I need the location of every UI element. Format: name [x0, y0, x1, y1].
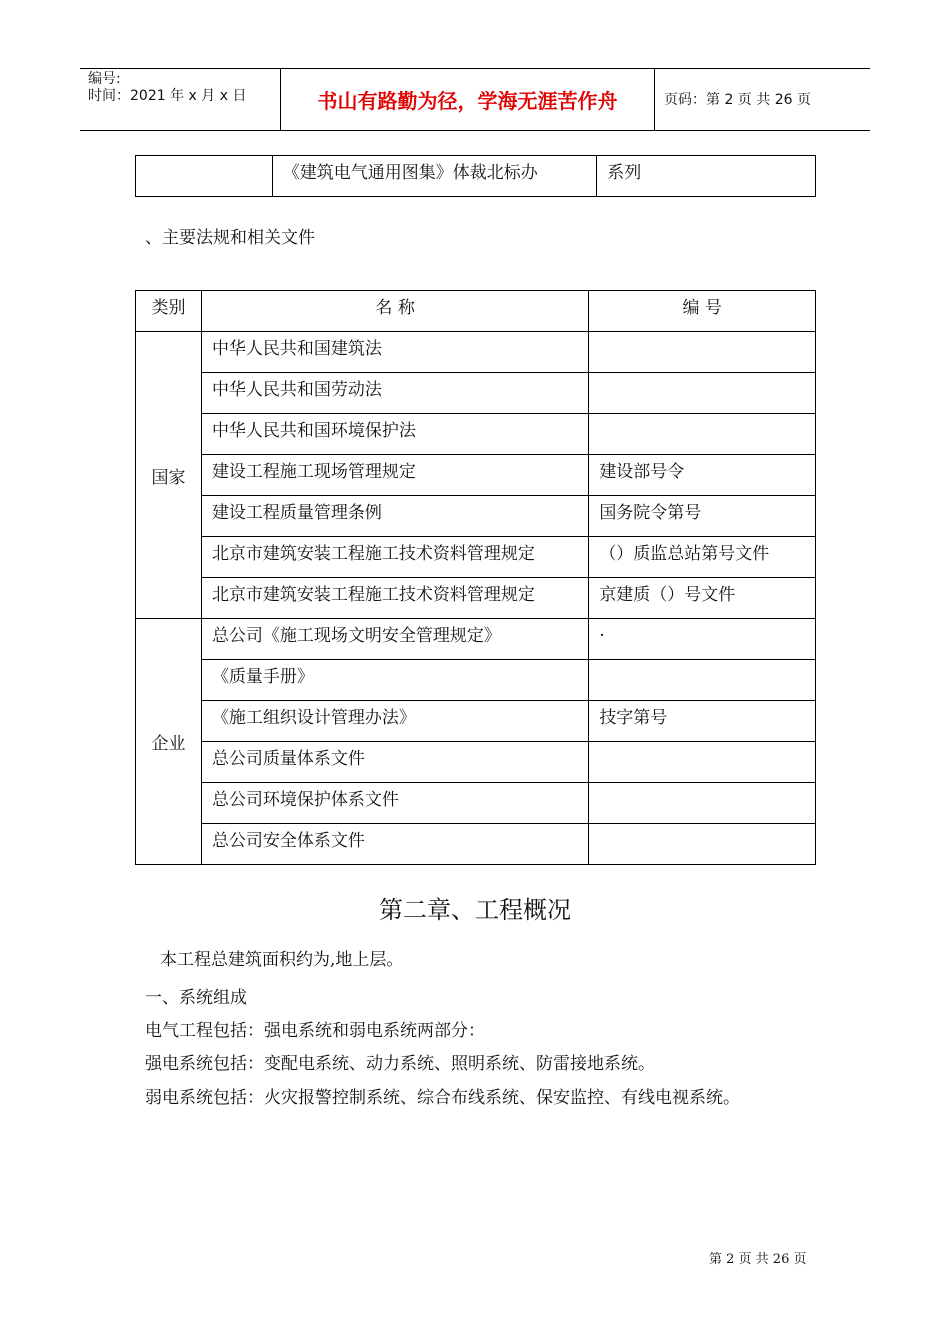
law-code	[589, 660, 816, 701]
table-row	[136, 414, 816, 455]
page-footer: 第 2 页 共 26 页	[709, 1252, 807, 1267]
table-row	[136, 701, 816, 742]
category-national: 国家	[136, 332, 202, 619]
table-row	[136, 537, 816, 578]
law-name: 总公司《施工现场文明安全管理规定》	[201, 619, 588, 660]
paragraph-electrical: 电气工程包括：强电系统和弱电系统两部分：	[145, 1021, 485, 1041]
header-page-label: 页码：第 2 页 共 26 页	[664, 92, 811, 108]
table-row	[136, 455, 816, 496]
law-code: 国务院令第号	[589, 496, 816, 537]
number-label: 编号:	[88, 71, 121, 87]
law-code: 京建质（）号文件	[589, 578, 816, 619]
law-name: 北京市建筑安装工程施工技术资料管理规定	[201, 537, 588, 578]
law-name: 建设工程质量管理条例	[201, 496, 588, 537]
table-cell	[136, 156, 273, 197]
page-header	[80, 68, 870, 131]
table-cell: 《建筑电气通用图集》体裁北标办	[272, 156, 597, 197]
law-code	[589, 824, 816, 865]
header-motto: 书山有路勤为径，学海无涯苦作舟	[280, 69, 655, 130]
law-code	[589, 332, 816, 373]
law-name: 总公司质量体系文件	[201, 742, 588, 783]
time-label: 时间：2021 年 x 月 x 日	[88, 88, 247, 104]
category-enterprise: 企业	[136, 619, 202, 865]
law-name: 《质量手册》	[201, 660, 588, 701]
table-header-row	[136, 291, 816, 332]
header-name: 名 称	[201, 291, 588, 332]
table-row	[136, 156, 816, 197]
table-row	[136, 660, 816, 701]
law-name: 中华人民共和国劳动法	[201, 373, 588, 414]
paragraph-weak-current: 弱电系统包括：火灾报警控制系统、综合布线系统、保安监控、有线电视系统。	[145, 1088, 740, 1108]
law-code	[589, 783, 816, 824]
regulations-table	[135, 290, 816, 865]
header-category: 类别	[136, 291, 202, 332]
table-row	[136, 619, 816, 660]
paragraph-strong-current: 强电系统包括：变配电系统、动力系统、照明系统、防雷接地系统。	[145, 1054, 655, 1074]
law-code	[589, 373, 816, 414]
law-name: 《施工组织设计管理办法》	[201, 701, 588, 742]
table-row	[136, 742, 816, 783]
law-name: 建设工程施工现场管理规定	[201, 455, 588, 496]
continued-table	[135, 155, 816, 197]
header-code: 编 号	[589, 291, 816, 332]
law-name: 北京市建筑安装工程施工技术资料管理规定	[201, 578, 588, 619]
law-name: 总公司安全体系文件	[201, 824, 588, 865]
table-row	[136, 373, 816, 414]
table-row	[136, 496, 816, 537]
table-row	[136, 578, 816, 619]
paragraph-overview: 本工程总建筑面积约为,地上层。	[160, 950, 404, 970]
paragraph-subheading: 一、系统组成	[145, 988, 247, 1008]
law-name: 总公司环境保护体系文件	[201, 783, 588, 824]
law-name: 中华人民共和国建筑法	[201, 332, 588, 373]
law-code: 建设部号令	[589, 455, 816, 496]
law-code: （）质监总站第号文件	[589, 537, 816, 578]
law-code: .	[589, 619, 816, 660]
header-meta	[88, 71, 283, 105]
table-cell: 系列	[597, 156, 816, 197]
law-code: 技字第号	[589, 701, 816, 742]
law-code	[589, 742, 816, 783]
law-name: 中华人民共和国环境保护法	[201, 414, 588, 455]
table-row	[136, 332, 816, 373]
table-row	[136, 824, 816, 865]
law-code	[589, 414, 816, 455]
table-row	[136, 783, 816, 824]
section-title: 、主要法规和相关文件	[145, 228, 315, 248]
chapter-title: 第二章、工程概况	[379, 896, 571, 924]
